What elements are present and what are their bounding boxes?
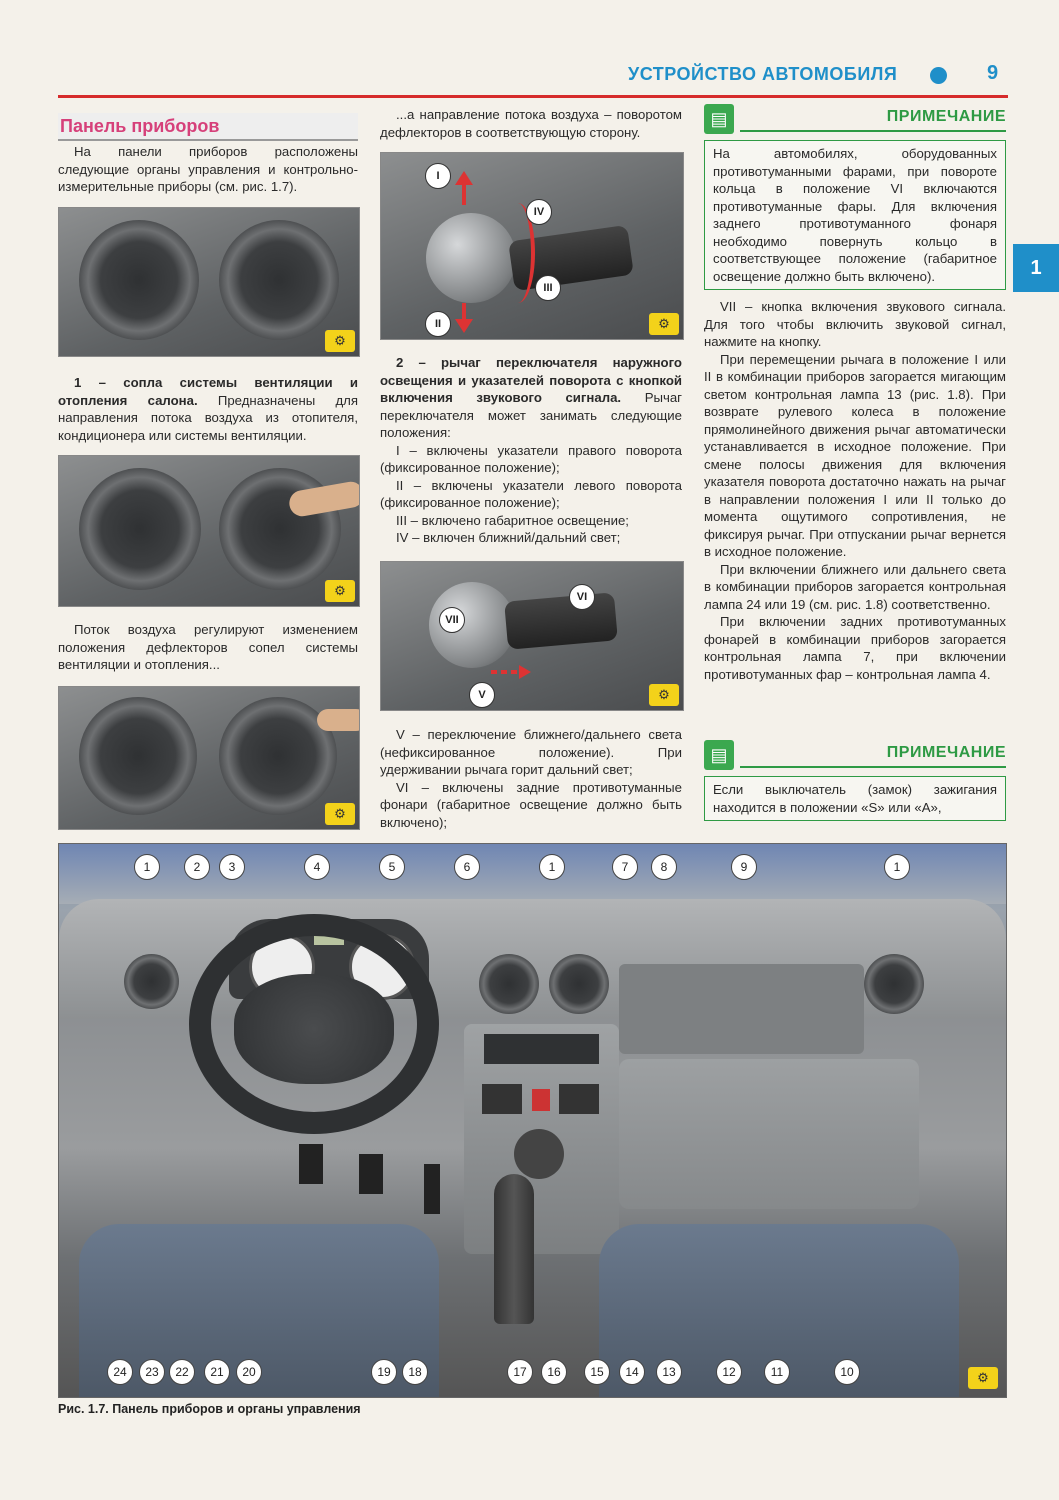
right-body-text	[704, 298, 1006, 683]
vent-right	[219, 220, 339, 340]
callout-13: 13	[656, 1359, 682, 1385]
callout-4: 4	[304, 854, 330, 880]
headlight-paragraph: При включении ближнего или дальнего света в комбинации приборов загорается контрольная лампа 24 или 19 (см. рис. 1.8) соответственно.	[704, 561, 1006, 612]
position-label-iii: III	[535, 275, 561, 301]
callout-6: 6	[454, 854, 480, 880]
vents-photo-2	[58, 455, 360, 607]
brake-pedal	[299, 1144, 323, 1184]
running-header-title: УСТРОЙСТВО АВТОМОБИЛЯ	[628, 64, 898, 84]
position-iv: IV – включен ближний/дальний свет;	[396, 530, 621, 545]
position-label-v: V	[469, 682, 495, 708]
fog-paragraph: При включении задних противотуманных фонарей в комбинации приборов загорается контрольная лампа 7, при включении противотуманных фар – контрольная лампа 4.	[704, 614, 1006, 682]
item2-text	[380, 354, 682, 547]
airflow-paragraph: Поток воздуха регулируют изменением положения дефлекторов сопел системы вентиляции и отопления...	[58, 622, 358, 672]
position-v: V – переключение ближнего/дальнего света (нефиксированное положение). При удерживании рычага горит дальний свет;	[380, 727, 682, 777]
position-ii: II – включены указатели левого поворота (фиксированное положение);	[380, 477, 682, 510]
gear-lever	[494, 1174, 534, 1324]
intro-paragraph: На панели приборов расположены следующие органы управления и контрольно-измерительные приборы (см. рис. 1.7).	[58, 144, 358, 194]
callout-20: 20	[236, 1359, 262, 1385]
callout-9: 9	[731, 854, 757, 880]
item1-text	[58, 374, 358, 444]
switch-photo-2	[380, 561, 684, 711]
item2-bold: 2 – рычаг переключателя наружного освещения и указателей поворота с кнопкой включения звукового сигнала.	[380, 355, 682, 405]
lever-body	[504, 592, 618, 649]
callout-10: 10	[834, 1359, 860, 1385]
arrow-down-icon	[455, 319, 473, 333]
header-rule	[58, 95, 1008, 98]
vent-left	[79, 468, 201, 590]
section-title: Панель приборов	[60, 116, 220, 136]
photo-badge-icon: ⚙	[649, 313, 679, 335]
steering-hub	[234, 974, 394, 1084]
position-vi: VI – включены задние противотуманные фонари (габаритное освещение должно быть включено);	[380, 779, 682, 830]
right-side-vent	[864, 954, 924, 1014]
turn-signal-paragraph: При перемещении рычага в положение I или II в комбинации приборов загорается мигающим светом контрольная лампа 13 (рис. 1.8). При возврате рулевого колеса в положение прямолинейного движения рычаг автоматически устанавливается в исходное положение. При смене полосы движения для включения указателя поворота достаточно нажать на рычаг в направлении положения I или II только до момента ощутимого сопротивления, не фиксируя рычаг. При отпускании рычаг вернется в исходное положение.	[704, 351, 1006, 559]
glovebox	[619, 1059, 919, 1209]
callout-23: 23	[139, 1359, 165, 1385]
note2-box	[704, 776, 1006, 821]
hazard-button	[532, 1089, 550, 1111]
position-label-iv: IV	[526, 199, 552, 225]
push-arrow-dashes	[491, 670, 521, 674]
accelerator-pedal	[424, 1164, 440, 1214]
switch-block-right	[559, 1084, 599, 1114]
photo-badge-icon: ⚙	[968, 1367, 998, 1389]
dashboard-photo	[58, 843, 1007, 1398]
positions-v-vi-text	[380, 726, 682, 831]
figure-caption: Рис. 1.7. Панель приборов и органы управления	[58, 1402, 361, 1416]
finger-image	[317, 709, 360, 731]
callout-17: 17	[507, 1359, 533, 1385]
header-dot-icon	[930, 67, 947, 84]
switch-block-left	[482, 1084, 522, 1114]
vent-left	[79, 220, 199, 340]
horn-paragraph: VII – кнопка включения звукового сигнала. Для того чтобы включить звуковой сигнал, нажмите на кнопку.	[704, 299, 1006, 349]
note1-header	[704, 104, 1006, 130]
callout-1: 1	[134, 854, 160, 880]
callout-8: 8	[651, 854, 677, 880]
center-vent-left	[479, 954, 539, 1014]
item1-bold: 1 – сопла системы вентиляции и отопления салона.	[58, 375, 358, 408]
note2-text: Если выключатель (замок) зажигания находится в положении «S» или «A»,	[713, 782, 997, 815]
callout-3: 3	[219, 854, 245, 880]
callout-21: 21	[204, 1359, 230, 1385]
item2-desc: Рычаг переключателя может занимать следующие положения:	[380, 390, 682, 440]
arrow-up-shaft	[462, 183, 466, 205]
note1-rule	[740, 130, 1006, 132]
note1-box	[704, 140, 1006, 290]
radio-unit	[484, 1034, 599, 1064]
position-iii: III – включено габаритное освещение;	[396, 512, 629, 528]
position-i: I – включены указатели правого поворота (фиксированное положение);	[380, 442, 682, 475]
callout-2: 2	[184, 854, 210, 880]
position-label-i: I	[425, 163, 451, 189]
airflow-text	[58, 621, 358, 674]
vents-photo-3	[58, 686, 360, 830]
position-label-vii: VII	[439, 607, 465, 633]
callout-11: 11	[764, 1359, 790, 1385]
callout-5: 5	[379, 854, 405, 880]
callout-14: 14	[619, 1359, 645, 1385]
center-vent-right	[549, 954, 609, 1014]
photo-badge-icon: ⚙	[325, 580, 355, 602]
item1-desc: Предназначены для направления потока воздуха из отопителя, кондиционера или системы вентиляции.	[58, 392, 358, 443]
callout-22: 22	[169, 1359, 195, 1385]
position-label-ii: II	[425, 311, 451, 337]
callout-12: 12	[716, 1359, 742, 1385]
note1-text: На автомобилях, оборудованных противотуманными фарами, при повороте кольца в положение VI включаются противотуманные фары. Для включения заднего противотуманного фонаря необходимо повернуть кольцо в соответствующее положение (габаритное освещение должно быть включено).	[713, 146, 997, 284]
note2-label: ПРИМЕЧАНИЕ	[886, 744, 1006, 761]
callout-19: 19	[371, 1359, 397, 1385]
switch-photo-1	[380, 152, 684, 340]
page-number: 9	[987, 62, 999, 84]
photo-badge-icon: ⚙	[649, 684, 679, 706]
vent-left	[79, 697, 197, 815]
callout-1-right: 1	[884, 854, 910, 880]
note1-label: ПРИМЕЧАНИЕ	[886, 108, 1006, 125]
note2-header	[704, 740, 1006, 766]
clutch-pedal	[359, 1154, 383, 1194]
photo-badge-icon: ⚙	[325, 803, 355, 825]
photo-badge-icon: ⚙	[325, 330, 355, 352]
note-icon: ▤	[704, 104, 734, 134]
climate-control	[514, 1129, 564, 1179]
deflector-paragraph: ...а направление потока воздуха – поворотом дефлекторов в соответствующую сторону.	[380, 107, 682, 140]
callout-16: 16	[541, 1359, 567, 1385]
arrow-right-icon	[519, 665, 531, 679]
vents-photo-1	[58, 207, 360, 357]
section-title-box	[58, 113, 358, 141]
middle-top-text	[380, 106, 682, 141]
note-icon: ▤	[704, 740, 734, 770]
callout-1-center: 1	[539, 854, 565, 880]
glovebox-shelf	[619, 964, 864, 1054]
callout-24: 24	[107, 1359, 133, 1385]
note2-rule	[740, 766, 1006, 768]
chapter-tab: 1	[1013, 244, 1059, 292]
callout-15: 15	[584, 1359, 610, 1385]
callout-18: 18	[402, 1359, 428, 1385]
position-label-vi: VI	[569, 584, 595, 610]
callout-7: 7	[612, 854, 638, 880]
intro-text	[58, 143, 358, 196]
left-side-vent	[124, 954, 179, 1009]
